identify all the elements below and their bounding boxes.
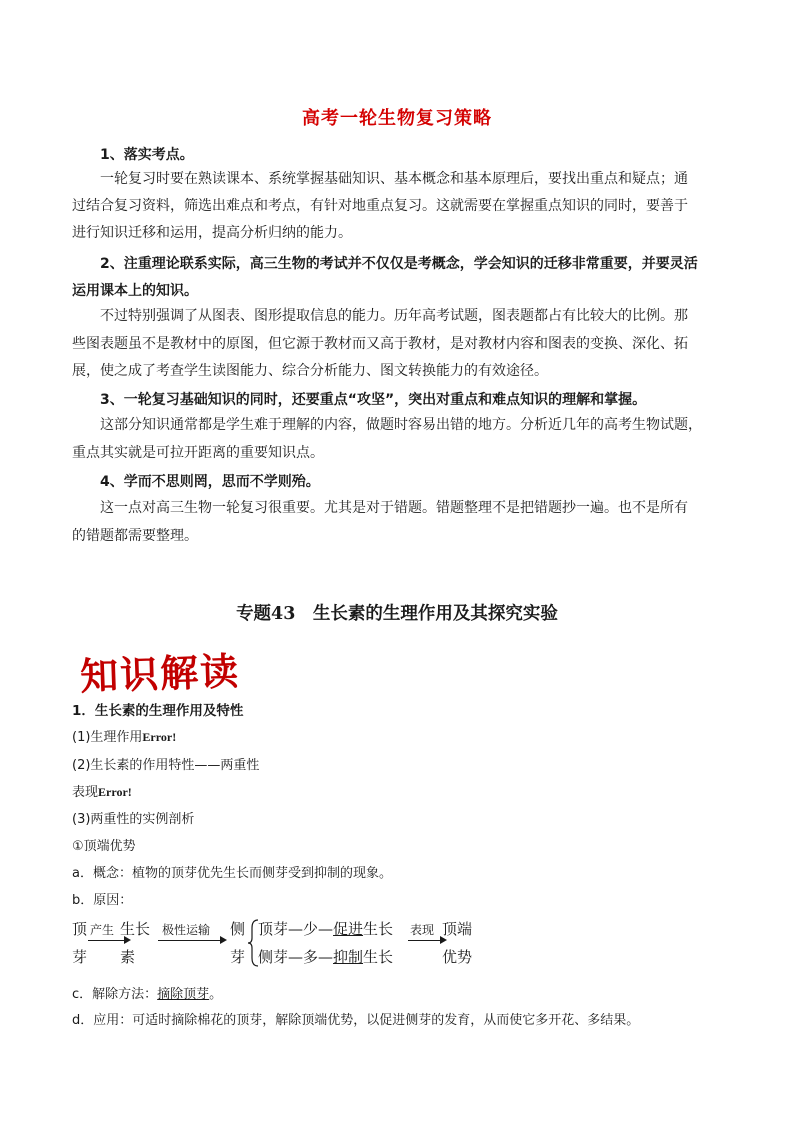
diagram-auxin-2: 素 <box>120 948 136 966</box>
strategy-2-line-1: 不过特别强调了从图表、图形提取信息的能力。历年高考试题，图表题都占有比较大的比例。那 <box>100 308 688 324</box>
knowledge-line-d: (3)两重性的实例剖析 <box>72 812 195 827</box>
knowledge-line-g: b．原因： <box>72 893 133 908</box>
diagram-produce-label: 产生 <box>90 923 115 937</box>
strategy-4-line-1: 这一点对高三生物一轮复习很重要。尤其是对于错题。错题整理不是把错题抄一遍。也不是所有 <box>100 500 688 516</box>
diagram-row-2-prefix: 侧芽—多— <box>258 948 334 966</box>
diagram-row-1-prefix: 顶芽—少— <box>258 920 334 938</box>
strategy-1-line-2: 过结合复习资料，筛选出难点和考点，有针对地重点复习。这就需要在掌握重点知识的同时，要善于 <box>72 198 688 214</box>
strategy-3-line-1: 这部分知识通常都是学生难于理解的内容，做题时容易出错的地方。分析近几年的高考生物试题， <box>100 417 702 433</box>
strategy-2-heading-1: 2、注重理论联系实际，高三生物的考试并不仅仅是考概念，学会知识的迁移非常重要，并要灵活 <box>100 256 698 272</box>
knowledge-line-f: a．概念：植物的顶芽优先生长而侧芽受到抑制的现象。 <box>72 866 392 881</box>
strategy-2-heading-2: 运用课本上的知识。 <box>72 283 198 299</box>
diagram-side-bud-1: 侧 <box>230 920 246 938</box>
knowledge-c-text: 表现 <box>72 785 99 800</box>
diagram-arrow-produce <box>88 940 126 941</box>
strategy-2-line-3: 展，使之成了考查学生读图能力、综合分析能力、图文转换能力的有效途径。 <box>72 363 548 379</box>
knowledge-line-b: (2)生长素的作用特性——两重性 <box>72 758 260 773</box>
diagram-row-2-suffix: 生长 <box>363 948 394 966</box>
knowledge-line-i: d．应用：可适时摘除棉花的顶芽，解除顶端优势，以促进侧芽的发育，从而使它多开花、多结果。 <box>72 1013 640 1028</box>
diagram-transport-label: 极性运输 <box>162 923 211 937</box>
diagram-shows-label: 表现 <box>410 923 435 937</box>
diagram-arrow-transport <box>158 940 222 941</box>
topic-title: 专题43 生长素的生理作用及其探究实验 <box>236 604 558 624</box>
strategy-1-line-1: 一轮复习时要在熟读课本、系统掌握基础知识、基本概念和基本原理后，要找出重点和疑点；通 <box>100 171 688 187</box>
diagram-arrow-shows <box>408 940 442 941</box>
diagram-row-1 <box>258 918 393 939</box>
knowledge-line-c <box>72 781 132 800</box>
diagram-top-bud-1: 顶 <box>72 920 88 938</box>
diagram-result-2: 优势 <box>442 948 473 966</box>
error-marker: Error! <box>98 785 132 799</box>
diagram-auxin-1: 生长 <box>120 920 151 938</box>
page-title: 高考一轮生物复习策略 <box>302 108 492 129</box>
strategy-4-line-2: 的错题都需要整理。 <box>72 528 198 544</box>
error-marker: Error! <box>142 730 177 744</box>
knowledge-line-h <box>72 983 222 1002</box>
diagram-side-bud-2: 芽 <box>230 948 246 966</box>
strategy-1-heading: 1、落实考点。 <box>100 147 194 163</box>
diagram-result-1: 顶端 <box>442 920 473 938</box>
strategy-2-line-2: 些图表题虽不是教材中的原图，但它源于教材而又高于教材，是对教材内容和图表的变换、深化、拓 <box>72 336 688 352</box>
diagram-row-2 <box>258 946 393 967</box>
section-stamp: 知识解读 <box>79 649 241 699</box>
strategy-3-line-2: 重点其实就是可拉开距离的重要知识点。 <box>72 445 324 461</box>
diagram-arrowhead-transport <box>220 936 227 944</box>
knowledge-line-a <box>72 726 176 745</box>
diagram-row-2-inhibit: 抑制 <box>333 948 364 966</box>
knowledge-line-e: ①顶端优势 <box>72 839 136 854</box>
strategy-4-heading: 4、学而不思则罔，思而不学则殆。 <box>100 474 320 490</box>
knowledge-a-text: (1)生理作用 <box>72 730 143 745</box>
knowledge-h-label: c．解除方法： <box>72 987 158 1002</box>
knowledge-h-end: 。 <box>209 987 223 1002</box>
diagram-top-bud-2: 芽 <box>72 948 88 966</box>
diagram-row-1-suffix: 生长 <box>363 920 394 938</box>
strategy-3-heading: 3、一轮复习基础知识的同时，还要重点“攻坚”，突出对重点和难点知识的理解和掌握。 <box>100 392 647 408</box>
strategy-1-line-3: 进行知识迁移和运用，提高分析归纳的能力。 <box>72 225 352 241</box>
knowledge-h-value: 摘除顶芽 <box>157 987 210 1002</box>
knowledge-1-heading: 1．生长素的生理作用及特性 <box>72 703 244 719</box>
diagram-row-1-promote: 促进 <box>333 920 364 938</box>
